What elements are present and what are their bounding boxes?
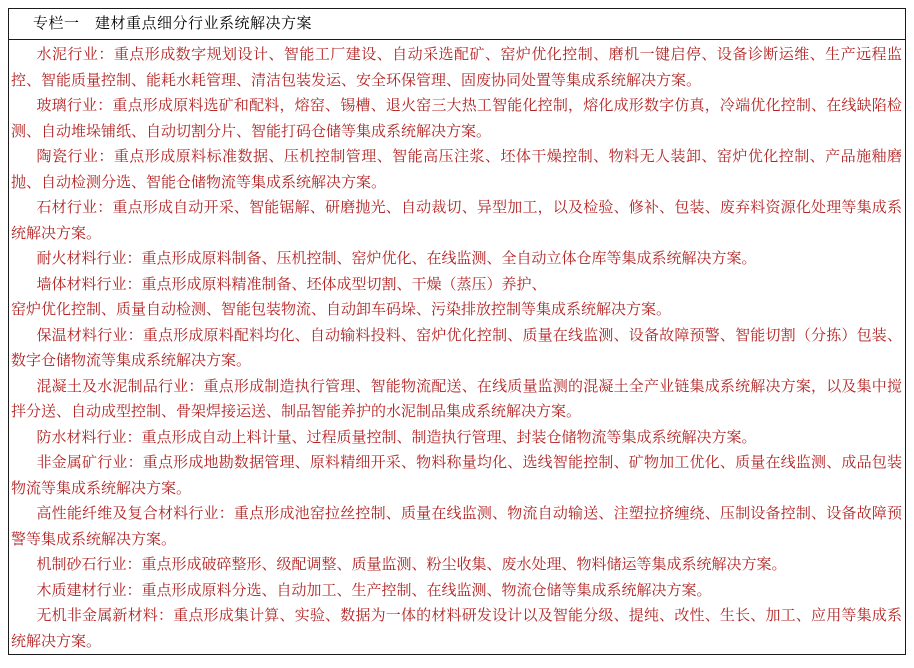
paragraph-refractory-materials-industry: 耐火材料行业：重点形成原料制备、压机控制、窑炉优化、在线监测、全自动立体仓库等集成系统解决方案。 <box>36 251 757 267</box>
paragraph-high-performance-fiber-composites-industry: 高性能纤维及复合材料行业：重点形成池窑拉丝控制、质量在线监测、物流自动输送、注塑拉挤缠绕、压制设备控制、设备故障预警等集成系统解决方案。 <box>11 506 902 548</box>
paragraph-waterproof-materials-industry: 防水材料行业：重点形成自动上料计量、过程质量控制、制造执行管理、封装仓储物流等集成系统解决方案。 <box>36 429 757 446</box>
paragraph-machine-made-sand-gravel-industry: 机制砂石行业：重点形成破碎整形、级配调整、质量监测、粉尘收集、废水处理、物料储运等集成系统解决方案。 <box>36 557 787 573</box>
column-body <box>9 40 905 654</box>
paragraph-stone-industry: 石材行业：重点形成自动开采、智能锯解、研磨抛光、自动裁切、异型加工，以及检验、修补、包装、废弃料资源化处理等集成系统解决方案。 <box>11 200 902 242</box>
paragraph-inorganic-nonmetallic-new-materials: 无机非金属新材料：重点形成集计算、实验、数据为一体的材料研发设计以及智能分级、提纯、改性、生长、加工、应用等集成系统解决方案。 <box>11 608 902 650</box>
special-column-box <box>8 8 906 655</box>
paragraph-cement-industry: 水泥行业：重点形成数字规划设计、智能工厂建设、自动采选配矿、窑炉优化控制、磨机一键启停、设备诊断运维、生产远程监控、智能质量控制、能耗水耗管理、清洁包装发运、安全环保管理、固废协同处置等集成系统解决方案。 <box>11 47 902 89</box>
paragraph-glass-industry: 玻璃行业：重点形成原料选矿和配料，熔窑、锡槽、退火窑三大热工智能化控制，熔化成形数字仿真，冷端优化控制、在线缺陷检测、自动堆垛铺纸、自动切割分片、智能打码仓储等集成系统解决方案。 <box>11 98 902 140</box>
paragraph-nonmetallic-minerals-industry: 非金属矿行业：重点形成地勘数据管理、原料精细开采、物料称量均化、选线智能控制、矿物加工优化、质量在线监测、成品包装物流等集成系统解决方案。 <box>11 455 902 497</box>
paragraph-insulation-materials-industry: 保温材料行业：重点形成原料配料均化、自动输料投料、窑炉优化控制、质量在线监测、设备故障预警、智能切割（分拣）包装、数字仓储物流等集成系统解决方案。 <box>11 327 902 369</box>
paragraph-ceramics-industry: 陶瓷行业：重点形成原料标准数据、压机控制管理、智能高压注浆、坯体干燥控制、物料无人装卸、窑炉优化控制、产品施釉磨抛、自动检测分选、智能仓储物流等集成系统解决方案。 <box>11 149 902 191</box>
column-title: 专栏一 建材重点细分行业系统解决方案 <box>9 9 905 40</box>
paragraph-wood-building-materials-industry: 木质建材行业：重点形成原料分选、自动加工、生产控制、在线监测、物流仓储等集成系统解决方案。 <box>36 582 712 599</box>
paragraph-concrete-cement-products-industry: 混凝土及水泥制品行业：重点形成制造执行管理、智能物流配送、在线质量监测的混凝土全产业链集成系统解决方案，以及集中搅拌分送、自动成型控制、骨架焊接运送、制品智能养护的水泥制品集成系统解决方案。 <box>11 378 902 420</box>
paragraph-wall-materials-industry-line1: 墙体材料行业：重点形成原料精准制备、坯体成型切割、干燥（蒸压）养护、 <box>36 276 547 293</box>
paragraph-wall-materials-industry-line2: 窑炉优化控制、质量自动检测、智能包装物流、自动卸车码垛、污染排放控制等集成系统解决方案。 <box>11 302 672 318</box>
